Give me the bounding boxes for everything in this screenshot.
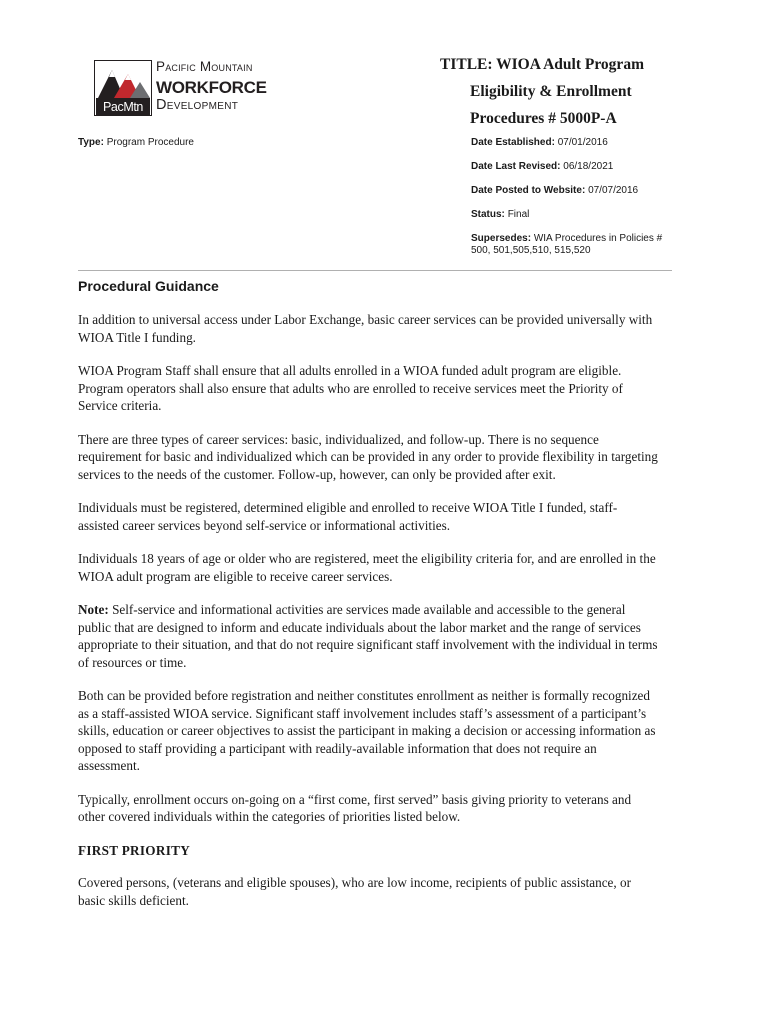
- date-last-revised: [471, 161, 691, 173]
- date-established: [471, 137, 691, 149]
- logo-line-2: WORKFORCE: [156, 78, 267, 97]
- paragraph-1: In addition to universal access under Labor Exchange, basic career services can be provided universally with WIOA Title I funding.: [78, 312, 653, 345]
- established-value: 07/01/2016: [557, 137, 608, 148]
- meta-type: [78, 137, 194, 148]
- title-line-3: Procedures # 5000P-A: [470, 110, 617, 127]
- established-label: Date Established:: [471, 137, 555, 148]
- pacmtn-logo: [94, 59, 267, 118]
- logo-line-3: Development: [156, 97, 239, 113]
- first-priority-heading: FIRST PRIORITY: [78, 842, 191, 858]
- status-label: Status:: [471, 209, 505, 220]
- paragraph-9: Covered persons, (veterans and eligible spouses), who are low income, recipients of public assistance, or basic skills deficient.: [78, 875, 631, 908]
- title-line-1: TITLE: WIOA Adult Program: [440, 56, 644, 73]
- logo-wordmark: [156, 60, 267, 113]
- supersedes-label: Supersedes:: [471, 233, 532, 244]
- posted-label: Date Posted to Website:: [471, 185, 586, 196]
- paragraph-note: [78, 601, 658, 671]
- status: [471, 209, 691, 221]
- paragraph-8: Typically, enrollment occurs on-going on a “first come, first served” basis giving priority to veterans and other covered individuals within the categories of priorities listed below.: [78, 791, 632, 824]
- date-posted: [471, 185, 691, 197]
- meta-details: [471, 137, 691, 269]
- note-text: Self-service and informational activities are services made available and accessible to the general public that are designed to inform and educate individuals about the labor market and the range of services appropriate to their situation, and that do not require significant staff involvement with the individual in terms of resources or time.: [78, 602, 658, 670]
- posted-value: 07/07/2016: [588, 185, 639, 196]
- paragraph-3: There are three types of career services: basic, individualized, and follow-up. There is no sequence requirement for basic and individualized which can be provided in any order to provide flexibility in targeting services to the needs of the customer. Follow-up, however, can only be provided after exit.: [78, 431, 658, 482]
- body-content: [78, 311, 658, 925]
- title-line-2: Eligibility & Enrollment: [470, 83, 632, 100]
- section-heading: Procedural Guidance: [78, 278, 219, 294]
- type-label: Type:: [78, 137, 104, 148]
- revised-value: 06/18/2021: [563, 161, 614, 172]
- paragraph-4: Individuals must be registered, determined eligible and enrolled to receive WIOA Title I funded, staff-assisted career services beyond self-service or informational activities.: [78, 500, 618, 533]
- pacmtn-badge: PacMtn: [96, 98, 150, 116]
- logo-line-1: Pacific Mountain: [156, 59, 253, 74]
- type-value: Program Procedure: [106, 137, 194, 148]
- section-divider: [78, 270, 672, 271]
- paragraph-7: Both can be provided before registration and neither constitutes enrollment as neither is formally recognized as a staff-assisted WIOA service. Significant staff involvement includes staff’s assessment of a participant’s skills, education or career objectives to assist the participant in making a decision or accessing information as opposed to staff providing a participant with readily-available information that does not require an assessment.: [78, 688, 656, 773]
- status-value: Final: [507, 209, 530, 220]
- supersedes-value: WIA Procedures in Policies # 500, 501,505,510, 515,520: [471, 233, 663, 256]
- paragraph-5: Individuals 18 years of age or older who are registered, meet the eligibility criteria for, and are enrolled in the WIOA adult program are eligible to receive career services.: [78, 551, 656, 584]
- document-title: [440, 54, 700, 135]
- supersedes: [471, 233, 676, 257]
- note-label: Note:: [78, 602, 109, 617]
- paragraph-2: WIOA Program Staff shall ensure that all adults enrolled in a WIOA funded adult program are eligible. Program operators shall also ensure that adults who are enrolled to receive services meet the Priority of Service criteria.: [78, 363, 623, 413]
- revised-label: Date Last Revised:: [471, 161, 561, 172]
